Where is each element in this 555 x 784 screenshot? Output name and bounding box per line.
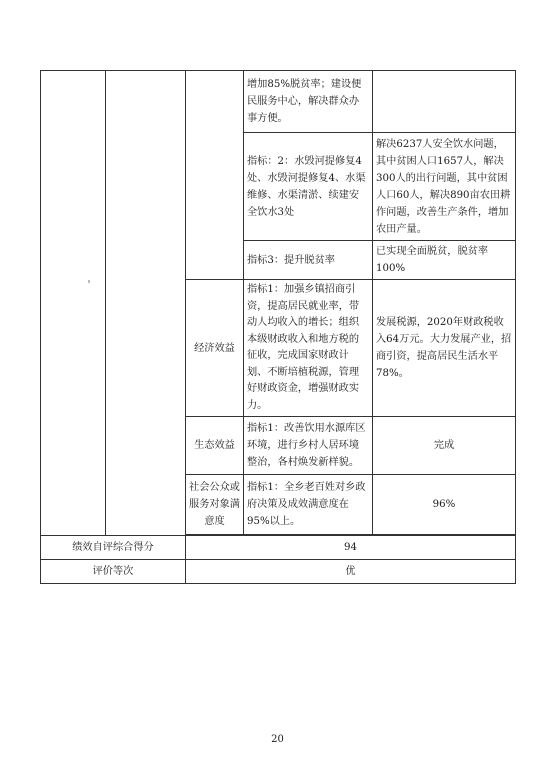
result-cell: 96% [373,475,516,535]
indicator-cell: 指标：2：水毁河提修复4处、水毁河提修复4、水渠维修、水渠清淤、续建安全饮水3处 [244,133,373,241]
indicator-cell: 增加85%脱贫率；建设便民服务中心，解决群众办事方便。 [244,71,373,133]
indicator-cell: 指标1：全乡老百姓对乡政府决策及成效满意度在95%以上。 [244,475,373,535]
performance-table [40,70,516,584]
result-cell: 已实现全面脱贫，脱贫率100% [373,241,516,280]
blank-cell-level1 [41,71,106,536]
result-cell: 解决6237人安全饮水问题，其中贫困人口1657人，解决300人的出行问题，其中贫困人口60人，解决890亩农田耕作问题，改善生产条件，增加农田产量。 [373,133,516,241]
score-row [41,536,516,560]
indicator-cell: 指标3：提升脱贫率 [244,241,373,280]
table-row [41,71,516,133]
result-cell: 完成 [373,417,516,475]
grade-value: 优 [186,560,516,584]
result-cell-empty [373,71,516,133]
category-label: 经济效益 [186,280,244,417]
score-value: 94 [186,536,516,560]
category-label: 社会公众或服务对象满意度 [186,475,244,535]
indicator-cell: 指标1：改善饮用水源库区环境，进行乡村人居环境整治，各村焕发新样貌。 [244,417,373,475]
grade-label: 评价等次 [41,560,186,584]
category-label: 生态效益 [186,417,244,475]
page-number: 20 [271,734,284,745]
score-label: 绩效自评综合得分 [41,536,186,560]
result-cell: 发展税源，2020年财政税收入64万元。大力发展产业，招商引资，提高居民生活水平78%。 [373,280,516,417]
indicator-cell: 指标1：加强乡镇招商引资，提高居民就业率，带动人均收入的增长；组织本级财政收入和地方税的征收，完成国家财政计划、不断培植税源，管理好财政资金，增强财政实力。 [244,280,373,417]
blank-cell-level3 [186,71,244,280]
blank-cell-level2 [106,71,186,536]
grade-row [41,560,516,584]
